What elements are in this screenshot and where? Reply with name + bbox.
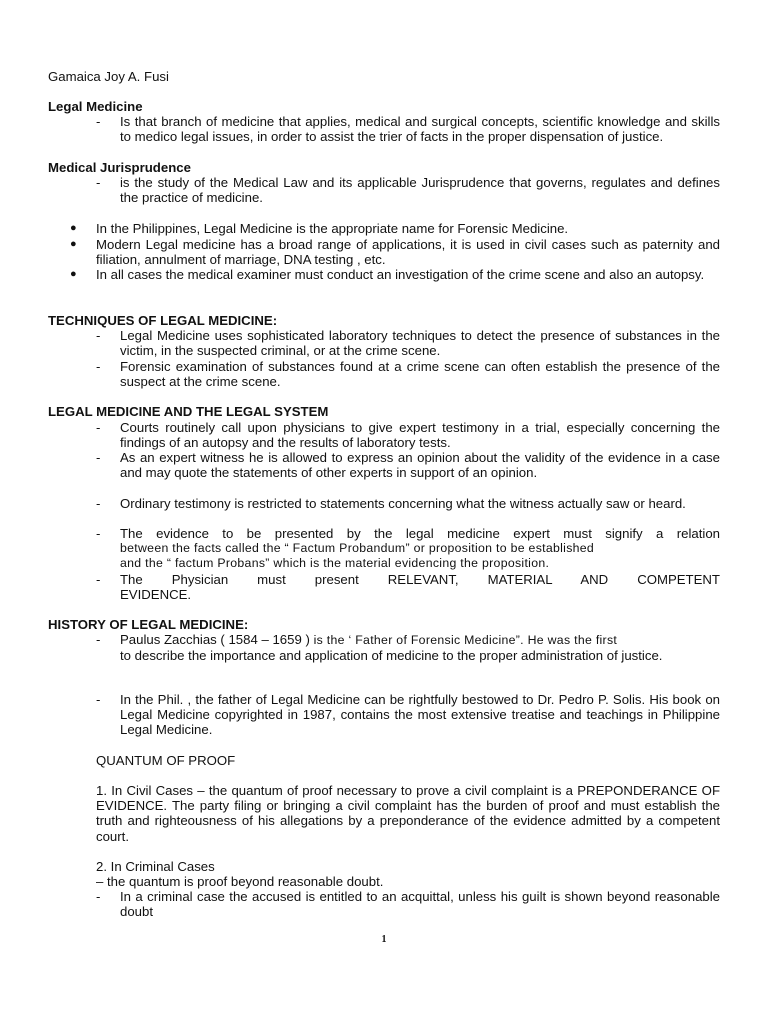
list-item-text: In a criminal case the accused is entitled to an acquittal, unless his guilt is shown beyond reasonable doubt (120, 889, 720, 920)
dash-marker: - (96, 632, 101, 647)
bullet-item (48, 267, 720, 282)
zacchias-line (120, 632, 720, 648)
quantum-heading: QUANTUM OF PROOF (96, 753, 236, 768)
list-item (48, 496, 720, 511)
list-item (48, 175, 720, 205)
techniques-heading: TECHNIQUES OF LEGAL MEDICINE: (48, 313, 278, 328)
zacchias-rest: to describe the importance and application of medicine to the proper administration of justice. (120, 648, 663, 664)
dash-marker: - (96, 114, 101, 129)
dash-marker: - (96, 692, 101, 707)
list-item (48, 692, 720, 738)
bullet-text: In the Philippines, Legal Medicine is the appropriate name for Forensic Medicine. (96, 221, 569, 236)
bullet-icon: ● (70, 222, 77, 234)
list-item-text (120, 572, 720, 602)
dash-marker: - (96, 572, 101, 587)
dash-marker: - (96, 526, 101, 541)
civil-cases-paragraph (96, 783, 720, 844)
list-item-text (120, 632, 720, 663)
list-item (48, 359, 720, 389)
list-item (48, 572, 720, 602)
physician-line: EVIDENCE. (120, 587, 192, 603)
dash-marker: - (96, 450, 101, 465)
bullet-item (48, 221, 720, 236)
list-item (48, 328, 720, 358)
evidence-line: between the facts called the “ Factum Probandum” or proposition to be established (120, 541, 595, 556)
zacchias-name: Paulus Zacchias ( 1584 – 1659 ) (120, 632, 310, 647)
history-heading: HISTORY OF LEGAL MEDICINE: (48, 617, 249, 632)
list-item (48, 889, 720, 919)
list-item-text: As an expert witness he is allowed to express an opinion about the validity of the evidence in a case and may quote the statements of other experts in support of an opinion. (120, 450, 720, 481)
bullet-text: In all cases the medical examiner must conduct an investigation of the crime scene and also an autopsy. (96, 267, 705, 282)
dash-marker: - (96, 496, 101, 511)
list-item (48, 450, 720, 480)
evidence-line: The evidence to be presented by the legal medicine expert must signify a relation (120, 526, 720, 541)
medical-jurisprudence-heading: Medical Jurisprudence (48, 160, 191, 175)
bullet-item (48, 237, 720, 267)
bullet-text: Modern Legal medicine has a broad range of applications, it is used in civil cases such as paternity and filiation, annulment of marriage, DNA testing , etc. (96, 237, 720, 268)
list-item (48, 526, 720, 572)
list-item-text: In the Phil. , the father of Legal Medicine can be rightfully bestowed to Dr. Pedro P. Solis. His book on Legal Medicine copyrighted in 1987, contains the most extensive treatise and teachings in Philippine Legal Medicine. (120, 692, 720, 738)
criminal-cases-subtitle: – the quantum is proof beyond reasonable doubt. (96, 874, 384, 889)
list-item-text: Courts routinely call upon physicians to give expert testimony in a trial, especially concerning the findings of an autopsy and the results of laboratory tests. (120, 420, 720, 451)
list-item (48, 632, 720, 663)
zacchias-title: is the ‘ Father of Forensic Medicine”. He was the first (309, 633, 618, 647)
civil-cases-text: 1. In Civil Cases – the quantum of proof necessary to prove a civil complaint is a PREPONDERANCE OF EVIDENCE. The party filing or bringing a civil complaint has the burden of proof and must establish the truth and righteousness of his allegations by a preponderance of the evidence admitted by a competent court. (96, 783, 720, 844)
physician-line: The Physician must present RELEVANT, MATERIAL AND COMPETENT (120, 572, 720, 587)
page-number: 1 (381, 934, 387, 945)
criminal-cases-title: 2. In Criminal Cases (96, 859, 215, 874)
bullet-icon: ● (70, 268, 77, 280)
author-name: Gamaica Joy A. Fusi (48, 69, 169, 84)
dash-marker: - (96, 175, 101, 190)
legal-system-heading: LEGAL MEDICINE AND THE LEGAL SYSTEM (48, 404, 329, 419)
list-item-text: Legal Medicine uses sophisticated laboratory techniques to detect the presence of substances in the victim, in the suspected criminal, or at the crime scene. (120, 328, 720, 359)
dash-marker: - (96, 889, 101, 904)
dash-marker: - (96, 328, 101, 343)
bullet-icon: ● (70, 238, 77, 250)
list-item (48, 114, 720, 144)
legal-medicine-definition: Is that branch of medicine that applies, medical and surgical concepts, scientific knowledge and skills to medico legal issues, in order to assist the trier of facts in the proper dispensation of justice. (120, 114, 720, 145)
list-item-text: Forensic examination of substances found at a crime scene can often establish the presence of the suspect at the crime scene. (120, 359, 720, 390)
list-item (48, 420, 720, 450)
legal-medicine-heading: Legal Medicine (48, 99, 143, 114)
medical-jurisprudence-definition: is the study of the Medical Law and its applicable Jurisprudence that governs, regulates and defines the practice of medicine. (120, 175, 720, 206)
dash-marker: - (96, 420, 101, 435)
evidence-line: and the “ factum Probans” which is the material evidencing the proposition. (120, 556, 550, 571)
list-item-text: Ordinary testimony is restricted to statements concerning what the witness actually saw or heard. (120, 496, 686, 511)
list-item-text (120, 526, 720, 572)
dash-marker: - (96, 359, 101, 374)
